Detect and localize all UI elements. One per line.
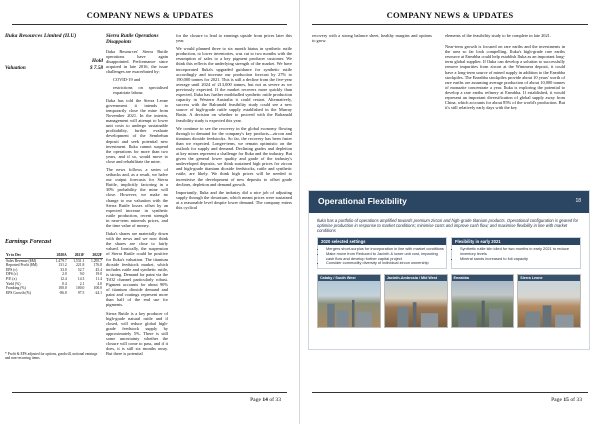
photo-caption: Cataby / South West xyxy=(318,275,380,281)
plant-silhouette-icon xyxy=(518,296,580,327)
table-cell: -24.1 xyxy=(94,290,102,295)
article-paragraph: Near-term growth is focused on rare earths and the investments in the area so far look compelling. Iluka's high-grade rare earths resource at Eneabba could help establish Iluka as an important long-term global supplier. If Iluka can develop a solution to successfully remove impurities from zircon at the Wimmera deposit, it could have a long-term source of mined supply in addition to the Eneabba stockpiles. The Eneabba stockpiles provide about 10 years' worth of rare earths ore assuming average production of about 10,000 tonnes of monazite concentrate a year. Iluka is exploring the potential to develop a rare earths refinery at Eneabba. If established, it would represent an important diversification of global supply away from China, which accounts for about 85% of the world's production. But it's still relatively early days with the key xyxy=(445,44,565,111)
table-cell: 45.4 xyxy=(95,267,102,272)
table-cell: 1,479.7 xyxy=(55,258,67,263)
photo-caption: Jacinth-Ambrosia / Mid West xyxy=(385,275,447,281)
article-paragraph: elements of the feasibility study to be complete in late 2021. xyxy=(445,33,551,38)
page-number: Page 15 of 33 xyxy=(551,397,582,403)
panel-item: • Consider commodity diversity of individual zircon ownership xyxy=(326,261,446,266)
header-rule xyxy=(12,24,287,25)
table-cell: 11.4 xyxy=(95,276,102,281)
company-name: Iluka Resources Limited (ILU) xyxy=(5,33,77,39)
column-header: 2020A xyxy=(50,253,68,258)
operational-flexibility-slide xyxy=(308,190,590,350)
site-photo xyxy=(317,274,381,328)
row-label: Yield (%) xyxy=(6,281,21,286)
site-photo xyxy=(451,274,515,328)
table-cell: 19.0 xyxy=(95,272,102,277)
table-cell: 100.0 xyxy=(93,286,102,291)
article-bullet: • restrictions on specialised expatriate labour. xyxy=(113,85,168,95)
rating-value: Hold xyxy=(91,58,103,64)
slide-subtitle: Iluka has a portfolio of operations amplified towards premium zircon and high-grade titanium products. Operational configuration is geared for optimise production in response to market conditions; minimise costs and improve cash flow; and maximise flexibility in line with market conditions xyxy=(317,218,579,233)
table-cell: 9.0 xyxy=(79,272,85,277)
table-cell: 4.0 xyxy=(97,281,102,286)
article-column-3 xyxy=(312,33,432,53)
article-paragraph: Sierra Rutile is a key producer of high-grade natural rutile and if closed, will reduce global high-grade feedstock supply by approximately 5%. There is still some uncertainty whether the closure will come to pass, and if it does, it is still six months away. But there is potential xyxy=(106,310,168,357)
article-column-1 xyxy=(106,49,168,394)
site-photo xyxy=(384,274,448,328)
right-page-header: COMPANY NEWS & UPDATES xyxy=(386,10,514,20)
earnings-forecast-note: * Profit & EPS adjusted for options, goodwill, notional earnings and non-recurring items. xyxy=(5,352,98,361)
panel-list xyxy=(452,247,580,261)
valuation-label: Valuation xyxy=(5,65,26,71)
table-cell: 14.3 xyxy=(77,276,85,281)
row-label: P/E (x) xyxy=(6,276,17,281)
row-label: Reported Profit ($M) xyxy=(6,263,38,268)
table-cell: 100.0 xyxy=(58,286,67,291)
table-cell: 0.4 xyxy=(62,281,67,286)
panel-item: • Mineral sands increased to full capacity xyxy=(460,257,580,262)
row-label: DPS (c) xyxy=(6,272,18,277)
valuation-value: $ 7.58 xyxy=(90,65,103,71)
column-header: 2021F xyxy=(68,253,86,258)
plant-silhouette-icon xyxy=(385,296,447,327)
column-header: 2022F xyxy=(85,253,103,258)
slide-header-bar xyxy=(309,191,589,213)
table-cell: 52.7 xyxy=(77,267,85,272)
article-paragraph: Iluka Resources' Sierra Rutile operations have again disappointed. Performance since acquired in late 2016, the issue challenges are exacerbated by: xyxy=(106,49,168,75)
slide-panel-2021 xyxy=(451,237,581,269)
column-header: Yr to Dec xyxy=(5,253,50,258)
article-title: Sierra Rutile Operations Disappoints xyxy=(106,33,159,46)
plant-silhouette-icon xyxy=(452,296,514,327)
right-page xyxy=(300,0,600,424)
table-cell: 12.4 xyxy=(60,276,67,281)
earnings-forecast-title: Earnings Forecast xyxy=(5,239,52,245)
panel-item: • Make move from Reduced to Jacinth & lower unit cost, impacting cash flow and develop further capital project xyxy=(326,252,446,262)
row-label: EPS (c) xyxy=(6,267,18,272)
table-cell: 1,531.1 xyxy=(73,258,85,263)
panel-heading: Flexibility in early 2021 xyxy=(452,238,580,245)
panel-item: • Mergers short-surplus for incorporation in line with market conditions xyxy=(326,247,446,252)
footer-rule xyxy=(312,392,588,393)
photo-caption: Eneabba xyxy=(452,275,514,281)
slide-panels xyxy=(317,237,581,269)
article-paragraph: for the closure to lead to earnings upside from prices later this year. xyxy=(176,33,292,44)
footer-rule xyxy=(12,392,287,393)
panel-list xyxy=(318,247,446,266)
table-cell: 1,295.7 xyxy=(90,258,102,263)
article-paragraph: Iluka's shares are materially down with the news and we now think the shares are close to fairly valued. Ironically, the suspension of Sierra Rutile could be positive for Iluka's valuation. The titanium dioxide feedstock market, which includes rutile and synthetic rutile, is strong. Demand for paint via the TiO2 channel particularly robust. Pigment accounts for about 90% of titanium dioxide demand and paint and coatings represent more than half of the end use for pigments. xyxy=(106,231,168,308)
slide-number: 18 xyxy=(575,198,581,204)
row-label: EPS Growth (%) xyxy=(6,290,31,295)
table-cell: 97.5 xyxy=(77,290,85,295)
photo-caption: Sierra Leone xyxy=(518,275,580,281)
slide-photos xyxy=(317,274,581,328)
left-page-header: COMPANY NEWS & UPDATES xyxy=(86,10,214,20)
table-cell: 176.8 xyxy=(93,263,102,268)
table-cell: 100.0 xyxy=(76,286,85,291)
row-label: Sales Revenue ($M) xyxy=(6,258,37,263)
table-cell: 2.0 xyxy=(62,272,67,277)
slide-title: Operational Flexibility xyxy=(318,196,407,206)
table-cell: 2.1 xyxy=(79,281,85,286)
article-column-2 xyxy=(176,33,292,397)
header-rule xyxy=(312,24,588,25)
article-paragraph: Importantly, Iluka and the industry did a nice job of adjusting supply through the downturn, which meant prices were sustained at a reasonable level despite lower demand. The company enters this cyclical xyxy=(176,189,292,210)
table-cell: 221.8 xyxy=(76,263,85,268)
earnings-forecast-table xyxy=(5,253,103,295)
article-bullet-list xyxy=(106,77,168,94)
article-paragraph: We continue to see the recovery in the global economy flowing through to demand for the company's key products—zircon and titanium dioxide feedstocks. So far, the recovery has been faster than we expected. Longer-term, we remain optimistic on the outlook for supply and demand. Declining grades and depletion at key mines represent a challenge for Iluka and the industry. But given the general lower quality and grade of the industry's undeveloped deposits, we think sustained high prices for zircon and high-grade titanium dioxide feedstocks, rutile and synthetic rutile, are likely. We think high prices will be needed to incentivise the development of new deposits to offset grade declines, depletion and demand growth. xyxy=(176,125,292,187)
article-paragraph: The news follows a series of setbacks and, as a result, we halve our output forecasts for Sierra Rutile, implicitly factoring in a 30% probability the mine will close. However, we make no change to our valuation with the Sierra Rutile losses offset by an expected increase in synthetic rutile production, recent strength in near-term minerals prices, and the time value of money. xyxy=(106,166,168,228)
table-row xyxy=(5,291,103,296)
table-cell: 33.0 xyxy=(60,267,67,272)
site-photo xyxy=(517,274,581,328)
article-paragraph: recovery with a strong balance sheet, healthy margins and options to grow. xyxy=(312,33,432,44)
panel-heading: 2020 selected settings xyxy=(318,238,446,245)
article-bullet: • COVID-19 and xyxy=(113,77,168,82)
article-paragraph: We would planned three to six month hiatus in synthetic rutile production, to lower inventories, was cut to two months with the resumption of sales to a key pigment producer customer. We think this reflects the underlying strength of the market. We have incorporated Iluka's upgraded guidance for synthetic rutile accordingly and increase our production forecast by 27% to 190,000 tonnes for 2021. This is still a decline from the five-year average until 2024 of 213,000 tonnes, but not as severe as we previously expected. If the market recovers more quickly than expected, Iluka has further mothballed synthetic rutile production capacity in Western Australia it could restart. Alternatively, success with the Balranald feasibility study could see a new source of high-grade rutile supply established in the Murray Basin. A decision on whether to proceed with the Balranald feasibility study is expected this year. xyxy=(176,46,292,123)
panel-item: • Synthetic rutile kiln idled for two months in early 2021 to reduce inventory levels xyxy=(460,247,580,257)
table-cell: -86.0 xyxy=(59,290,67,295)
row-label: Franking (%) xyxy=(6,286,26,291)
table-cell: 131.2 xyxy=(58,263,67,268)
plant-silhouette-icon xyxy=(318,296,380,327)
article-paragraph: Iluka has told the Sierra Leone government it intends to temporarily close the mine from November 2021. In the interim, management will attempt to lower unit costs to undergo sustainable profitability, further evaluate development of the Sembehun deposit and seek potential new investment. Iluka cannot suspend the operations for more than two years, and if so, would move to close and rehabilitate the mine. xyxy=(106,97,168,164)
slide-panel-2020 xyxy=(317,237,447,269)
rating-block xyxy=(5,58,103,71)
page-number: Page 14 of 33 xyxy=(250,397,281,403)
